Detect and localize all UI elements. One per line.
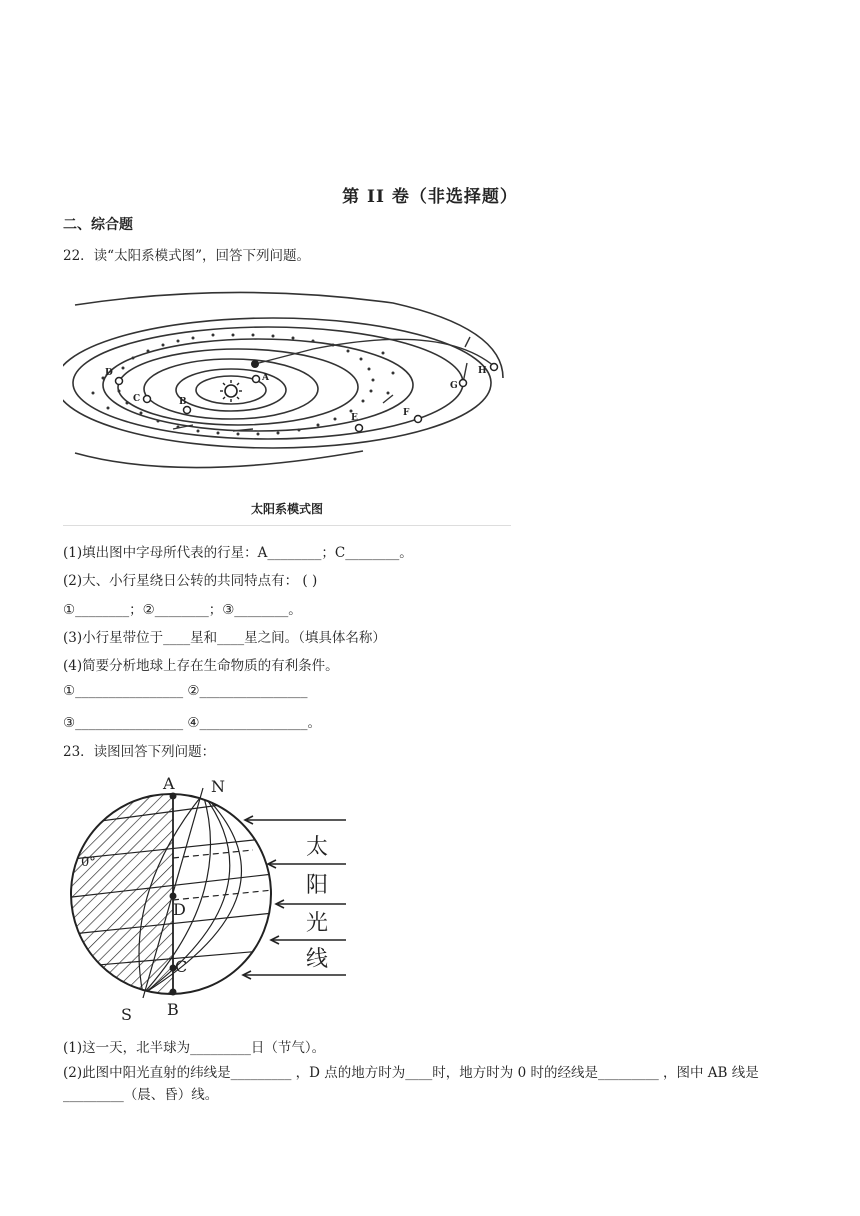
sunlight-char-4: 线: [305, 947, 329, 972]
label-d: D: [105, 368, 113, 378]
outer-orbit-bottom: [75, 451, 363, 468]
label-f: F: [403, 408, 410, 418]
orbit-h: [63, 318, 491, 448]
label-n: N: [211, 777, 225, 796]
figure-caption: 太阳系模式图: [250, 502, 324, 516]
figure-divider: [63, 525, 511, 526]
label-g: G: [450, 381, 458, 391]
planet-h: [491, 364, 498, 371]
sunlight-char-2: 阳: [305, 873, 329, 898]
point-a: [170, 793, 177, 800]
label-b: B: [179, 397, 187, 407]
point-d: [170, 893, 177, 900]
q22-sub4-line1: ①________________ ②________________: [63, 683, 308, 699]
q23-sub2: (2)此图中阳光直射的纬线是_________ ，D 点的地方时为____时，地方时为 0 时的经线是_________ ，图中 AB 线是_________（晨、昏）线。: [63, 1065, 759, 1103]
planet-c: [144, 396, 151, 403]
planet-b: [184, 407, 191, 414]
night-side: [63, 794, 173, 994]
label-a: A: [262, 373, 269, 383]
orbit-g: [73, 327, 463, 439]
point-b: [170, 989, 177, 996]
label-h: H: [478, 366, 487, 376]
label-s: S: [121, 1005, 132, 1024]
sunlight-arrows: [243, 816, 346, 979]
q22-sub1: (1)填出图中字母所代表的行星：A________；C________。: [63, 545, 413, 561]
label-c: C: [175, 957, 188, 976]
label-c: C: [133, 394, 141, 404]
sunlight-char-3: 光: [305, 911, 329, 936]
sunlight-char-1: 太: [305, 835, 329, 860]
label-d: D: [173, 900, 186, 919]
sun-icon: [220, 380, 242, 402]
section-title: 第 II 卷（非选择题）: [342, 187, 518, 207]
orbit-d: [118, 349, 358, 425]
label-e: E: [351, 413, 358, 423]
earth-illumination-diagram: [63, 770, 353, 1025]
label-b: B: [167, 1000, 179, 1019]
q22-sub4-line2: ③________________ ④________________。: [63, 715, 321, 731]
planet-f: [415, 416, 422, 423]
label-a: A: [163, 774, 175, 793]
planet-g: [460, 380, 467, 387]
planet-e: [356, 425, 363, 432]
label-angle: 0°: [81, 855, 96, 870]
q22-sub2-blanks: ①________；②________；③________。: [63, 602, 302, 618]
q22-stem: 22．读“太阳系模式图”，回答下列问题。: [63, 248, 310, 264]
comet-head: [251, 360, 259, 368]
q22-sub2: (2)大、小行星绕日公转的共同特点有： ( ): [63, 573, 318, 589]
planet-d: [116, 378, 123, 385]
q22-sub3: (3)小行星带位于____星和____星之间。（填具体名称）: [63, 630, 386, 646]
q22-sub4: (4)简要分析地球上存在生命物质的有利条件。: [63, 658, 339, 674]
q23-stem: 23．读图回答下列问题：: [63, 744, 216, 760]
solar-system-diagram: [63, 283, 511, 523]
planet-a: [253, 376, 260, 383]
section-heading: 二、综合题: [63, 217, 133, 233]
q23-sub1: (1)这一天，北半球为_________日（节气）。: [63, 1040, 326, 1056]
